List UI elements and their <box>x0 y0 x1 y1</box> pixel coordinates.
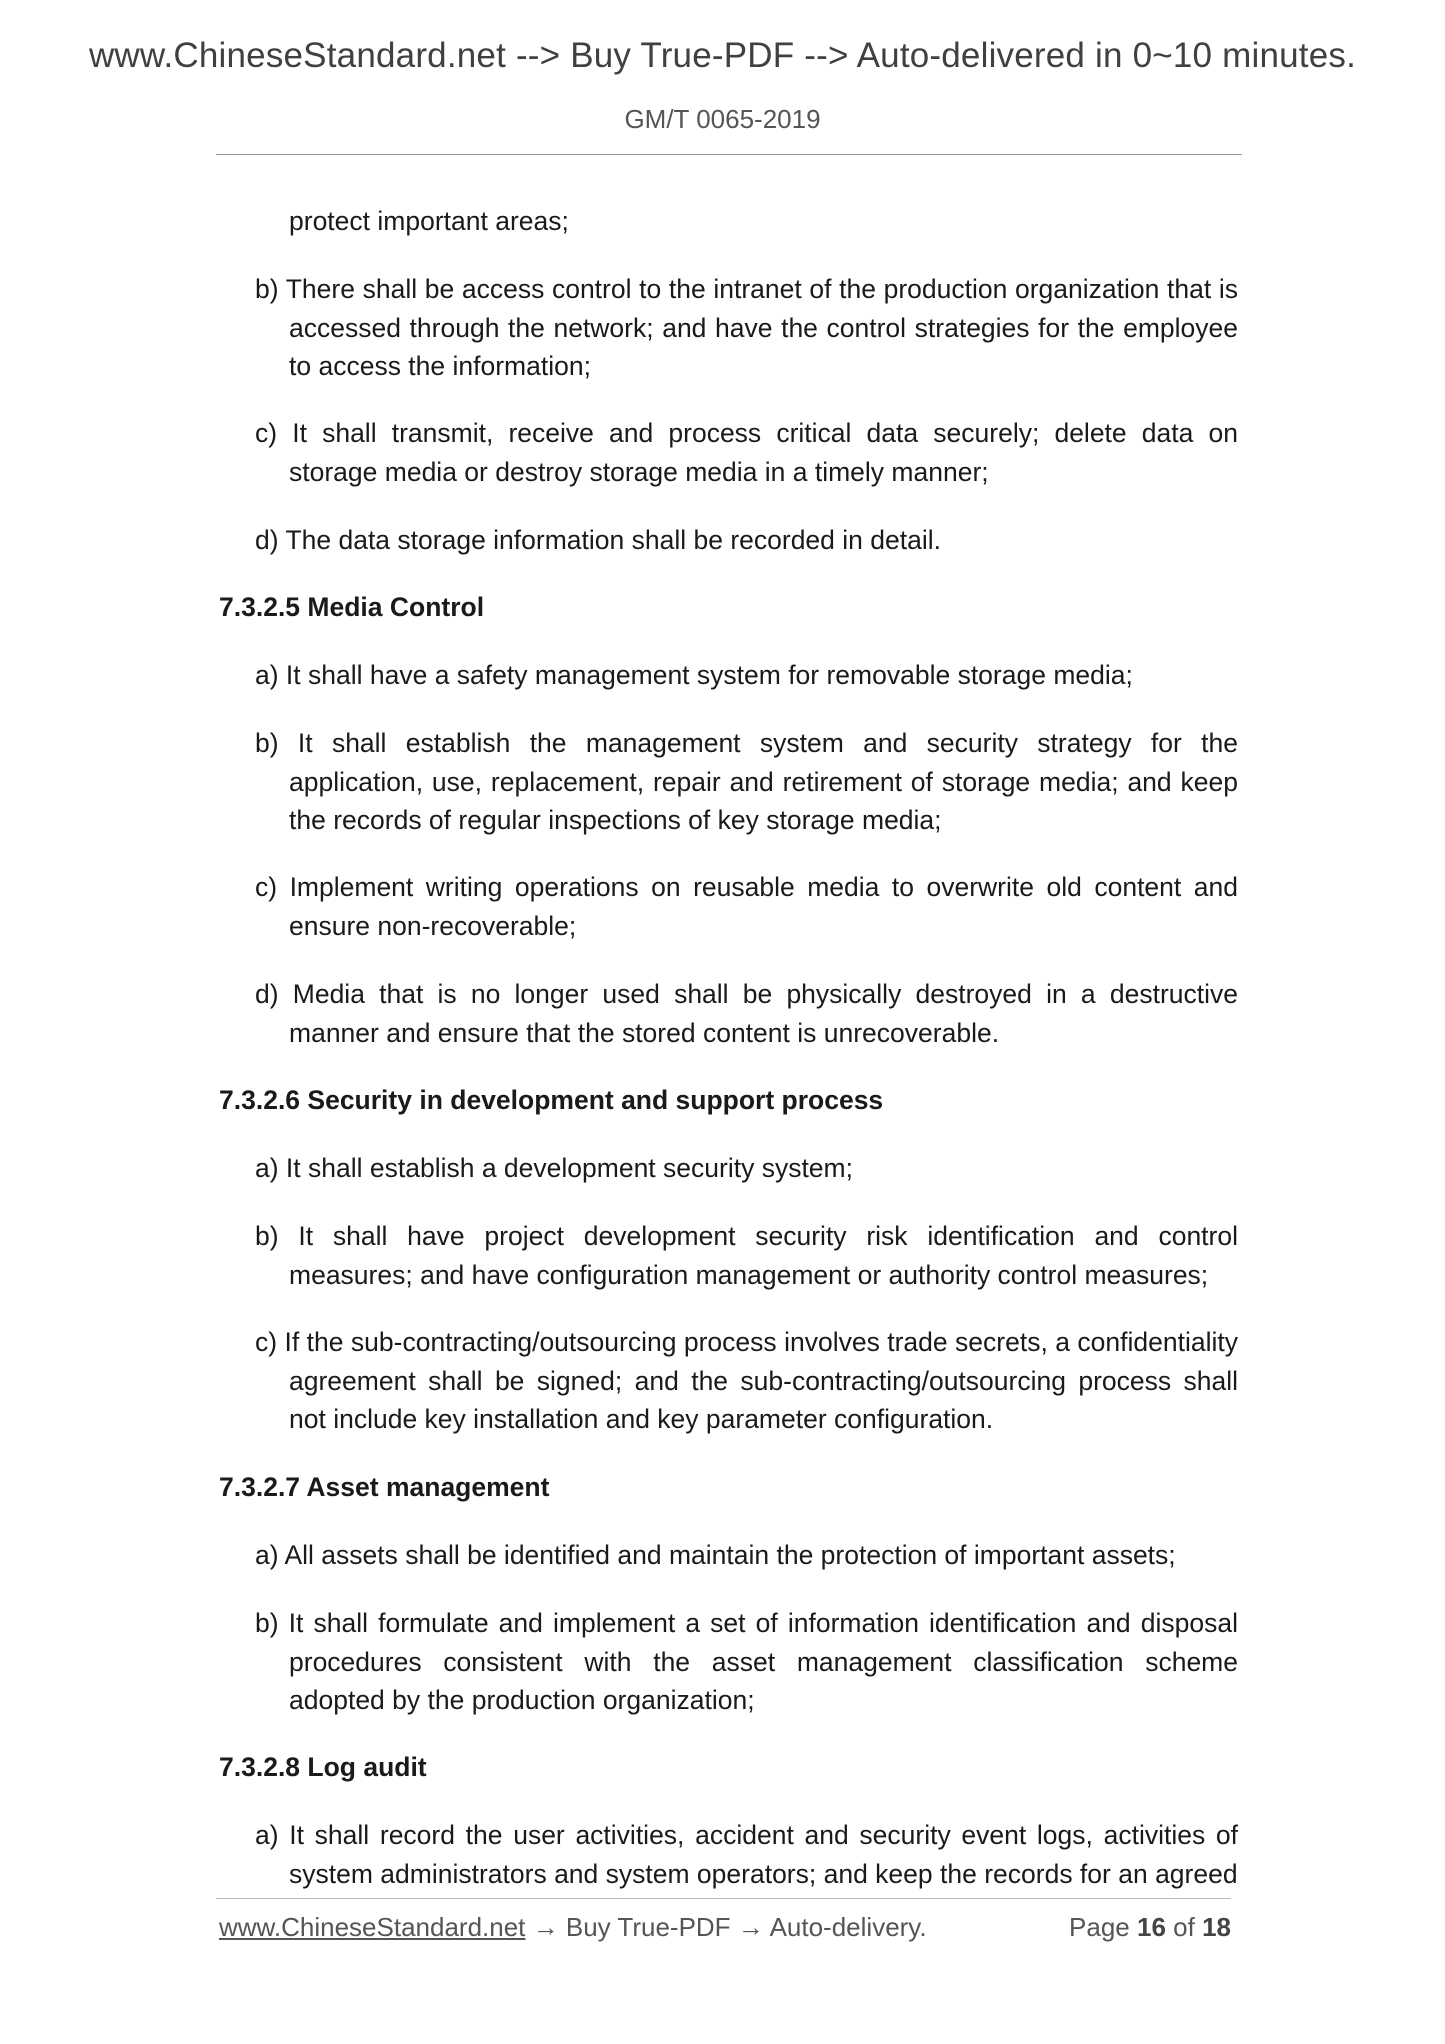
section-heading-7-3-2-8: 7.3.2.8 Log audit <box>219 1752 427 1782</box>
footer-divider <box>216 1898 1231 1899</box>
list-item-a: a) It shall establish a development security system; <box>255 1153 853 1183</box>
page-label: Page <box>1069 1912 1130 1942</box>
section-heading-7-3-2-6: 7.3.2.6 Security in development and support process <box>219 1085 884 1115</box>
header-divider <box>216 154 1242 155</box>
list-item-c: c) If the sub-contracting/outsourcing process involves trade secrets, a confidentiality agreement shall be signed; and the sub-contracting/outsourcing process shall not include key installation and key parameter configuration. <box>255 1327 1238 1434</box>
list-item-b: b) There shall be access control to the intranet of the production organization that is accessed through the network; and have the control strategies for the employee to access the information; <box>255 274 1238 381</box>
page-footer <box>219 1912 1231 1952</box>
list-item-b: b) It shall have project development security risk identification and control measures; and have configuration management or authority control measures; <box>255 1221 1238 1290</box>
list-item-c: c) It shall transmit, receive and process critical data securely; delete data on storage media or destroy storage media in a timely manner; <box>255 418 1238 487</box>
page-indicator <box>1069 1912 1231 1943</box>
site-link[interactable]: www.ChineseStandard.net <box>219 1912 526 1942</box>
page-of-label: of <box>1173 1912 1195 1942</box>
footer-promo-text: → Buy True-PDF → Auto-delivery. <box>525 1912 927 1942</box>
list-item-d: d) Media that is no longer used shall be physically destroyed in a destructive manner and ensure that the stored content is unrecoverable. <box>255 979 1238 1048</box>
section-heading-7-3-2-7: 7.3.2.7 Asset management <box>219 1472 550 1502</box>
page-number: 16 <box>1137 1912 1166 1942</box>
list-item-a: a) It shall record the user activities, accident and security event logs, activities of system administrators and system operators; and keep the records for an agreed <box>255 1820 1238 1889</box>
list-item-d: d) The data storage information shall be recorded in detail. <box>255 525 941 555</box>
paragraph-continued: protect important areas; <box>289 206 569 236</box>
page-total: 18 <box>1202 1912 1231 1942</box>
section-heading-7-3-2-5: 7.3.2.5 Media Control <box>219 592 485 622</box>
list-item-b: b) It shall establish the management system and security strategy for the application, use, replacement, repair and retirement of storage media; and keep the records of regular inspections of key storage media; <box>255 728 1238 835</box>
footer-promo <box>219 1912 927 1943</box>
list-item-b: b) It shall formulate and implement a set of information identification and disposal procedures consistent with the asset management classification scheme adopted by the production organization; <box>255 1608 1238 1715</box>
list-item-c: c) Implement writing operations on reusable media to overwrite old content and ensure non-recoverable; <box>255 872 1238 941</box>
list-item-a: a) It shall have a safety management system for removable storage media; <box>255 660 1133 690</box>
site-banner: www.ChineseStandard.net --> Buy True-PDF --> Auto-delivered in 0~10 minutes. <box>88 36 1357 75</box>
list-item-a: a) All assets shall be identified and maintain the protection of important assets; <box>255 1540 1176 1570</box>
standard-code: GM/T 0065-2019 <box>624 104 821 134</box>
